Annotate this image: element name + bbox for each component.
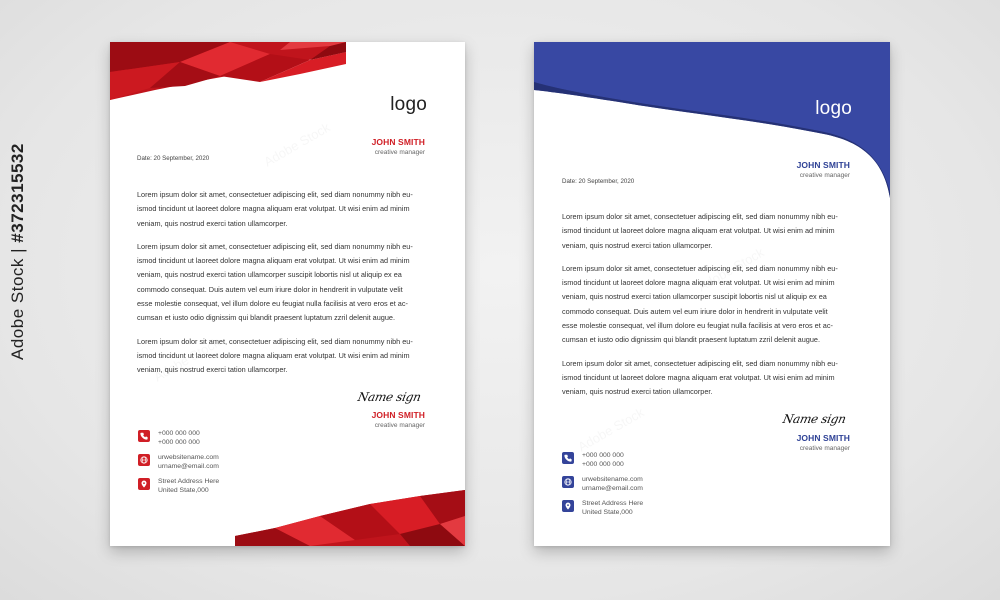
body-line: ismod tincidunt ut laoreet dolore magna aliquam erat volutpat. Ut wisi enim ad minim <box>562 226 835 236</box>
signature: Name sign <box>781 412 848 426</box>
body-line: Lorem ipsum dolor sit amet, consectetuer adipiscing elit, sed diam nonummy nibh eu- <box>137 190 413 199</box>
body-line: esse molestie consequat, vel illum dolore eu feugiat nulla facilisis at vero eros et ac- <box>562 321 833 331</box>
body-line: veniam, quis nostrud exerci tation ullamcorper. <box>137 365 288 375</box>
body-line: ismod tincidunt ut laoreet dolore magna aliquam erat volutpat. Ut wisi enim ad minim <box>137 204 410 214</box>
phone-line-1: +000 000 000 <box>158 430 200 437</box>
letter-date: Date: 20 September, 2020 <box>137 155 210 162</box>
phone-line-2: +000 000 000 <box>158 438 200 446</box>
address-line-2: United State,000 <box>158 486 209 494</box>
signature: Name sign <box>356 390 423 404</box>
email: urname@email.com <box>158 462 219 470</box>
letterhead-blue <box>534 42 890 546</box>
stock-brand: Adobe Stock <box>8 258 27 360</box>
header-name: JOHN SMITH <box>371 137 425 147</box>
body-paragraph-3 <box>137 335 437 378</box>
letter-date: Date: 20 September, 2020 <box>562 178 635 185</box>
body-paragraph-2 <box>137 240 437 326</box>
website: urwebsitename.com <box>158 454 219 462</box>
location-pin-icon <box>562 500 574 512</box>
location-pin-icon <box>138 478 150 490</box>
letter-body <box>137 188 437 378</box>
watermark <box>575 405 646 455</box>
stock-image-id <box>8 143 28 360</box>
body-line: commodo consequat. Duis autem vel eum iriure dolor in hendrerit in vulputate velit <box>562 306 828 316</box>
contact-block <box>562 452 643 518</box>
body-line: cumsan et iusto odio dignissim qui blandit praesent luptatum zzril delenit augue. <box>137 313 395 323</box>
body-line: cumsan et iusto odio dignissim qui blandit praesent luptatum zzril delenit augue. <box>562 335 820 345</box>
body-paragraph-3 <box>562 357 862 400</box>
body-line: Lorem ipsum dolor sit amet, consectetuer adipiscing elit, sed diam nonummy nibh eu- <box>137 336 413 346</box>
body-line: veniam, quis nostrud exerci tation ullamcorper. <box>562 387 713 397</box>
footer-role: creative manager <box>374 422 425 429</box>
contact-web <box>562 476 643 493</box>
watermark <box>261 120 332 170</box>
body-line: ismod tincidunt ut laoreet dolore magna aliquam erat volutpat. Ut wisi enim ad minim <box>137 256 410 266</box>
phone-icon <box>138 430 150 442</box>
phone-icon <box>562 452 574 464</box>
stock-number: #372315532 <box>8 143 27 243</box>
logo: logo <box>815 98 852 119</box>
body-line: veniam, quis nostrud exerci tation ullamcorper suscipit lobortis nisl ut aliquip ex ea <box>137 270 402 280</box>
header-name: JOHN SMITH <box>796 160 850 170</box>
letter-body <box>562 210 862 400</box>
contact-phone <box>138 430 219 447</box>
body-paragraph-2 <box>562 262 862 348</box>
letterhead-red <box>110 42 465 546</box>
header-role: creative manager <box>799 172 850 179</box>
globe-icon <box>562 476 574 488</box>
address-line-1: Street Address Here <box>158 478 220 486</box>
body-line: ismod tincidunt ut laoreet dolore magna aliquam erat volutpat. Ut wisi enim ad minim <box>137 350 410 360</box>
contact-block <box>138 430 219 496</box>
body-line: ismod tincidunt ut laoreet dolore magna aliquam erat volutpat. Ut wisi enim ad minim <box>562 372 835 382</box>
footer-name: JOHN SMITH <box>371 410 425 420</box>
email: urname@email.com <box>582 484 643 492</box>
body-line: Lorem ipsum dolor sit amet, consectetuer adipiscing elit, sed diam nonummy nibh eu- <box>562 212 838 221</box>
globe-icon <box>138 454 150 466</box>
body-line: veniam, quis nostrud exerci tation ullamcorper suscipit lobortis nisl ut aliquip ex ea <box>562 292 827 302</box>
stock-separator: | <box>8 247 27 253</box>
body-paragraph-1 <box>562 210 862 253</box>
contact-web <box>138 454 219 471</box>
body-line: Lorem ipsum dolor sit amet, consectetuer adipiscing elit, sed diam nonummy nibh eu- <box>562 358 838 368</box>
footer-name: JOHN SMITH <box>796 433 850 443</box>
body-line: esse molestie consequat, vel illum dolore eu feugiat nulla facilisis at vero eros et ac- <box>137 299 408 309</box>
contact-address <box>562 500 643 517</box>
contact-address <box>138 478 219 495</box>
body-line: commodo consequat. Duis autem vel eum iriure dolor in hendrerit in vulputate velit <box>137 284 403 294</box>
phone-line-2: +000 000 000 <box>582 460 624 468</box>
body-line: Lorem ipsum dolor sit amet, consectetuer adipiscing elit, sed diam nonummy nibh eu- <box>137 241 413 251</box>
body-paragraph-1 <box>137 188 437 231</box>
body-line: Lorem ipsum dolor sit amet, consectetuer adipiscing elit, sed diam nonummy nibh eu- <box>562 263 838 273</box>
body-line: veniam, quis nostrud exerci tation ullamcorper. <box>137 218 288 228</box>
address-line-1: Street Address Here <box>582 500 644 508</box>
address-line-2: United State,000 <box>582 508 633 516</box>
footer-role: creative manager <box>799 445 850 452</box>
logo: logo <box>390 94 427 115</box>
website: urwebsitename.com <box>582 476 643 484</box>
body-line: veniam, quis nostrud exerci tation ullamcorper. <box>562 240 713 250</box>
red-bottom-polygon-band <box>110 488 465 546</box>
contact-phone <box>562 452 643 469</box>
phone-line-1: +000 000 000 <box>582 452 624 459</box>
header-role: creative manager <box>374 149 425 156</box>
body-line: ismod tincidunt ut laoreet dolore magna aliquam erat volutpat. Ut wisi enim ad minim <box>562 278 835 288</box>
